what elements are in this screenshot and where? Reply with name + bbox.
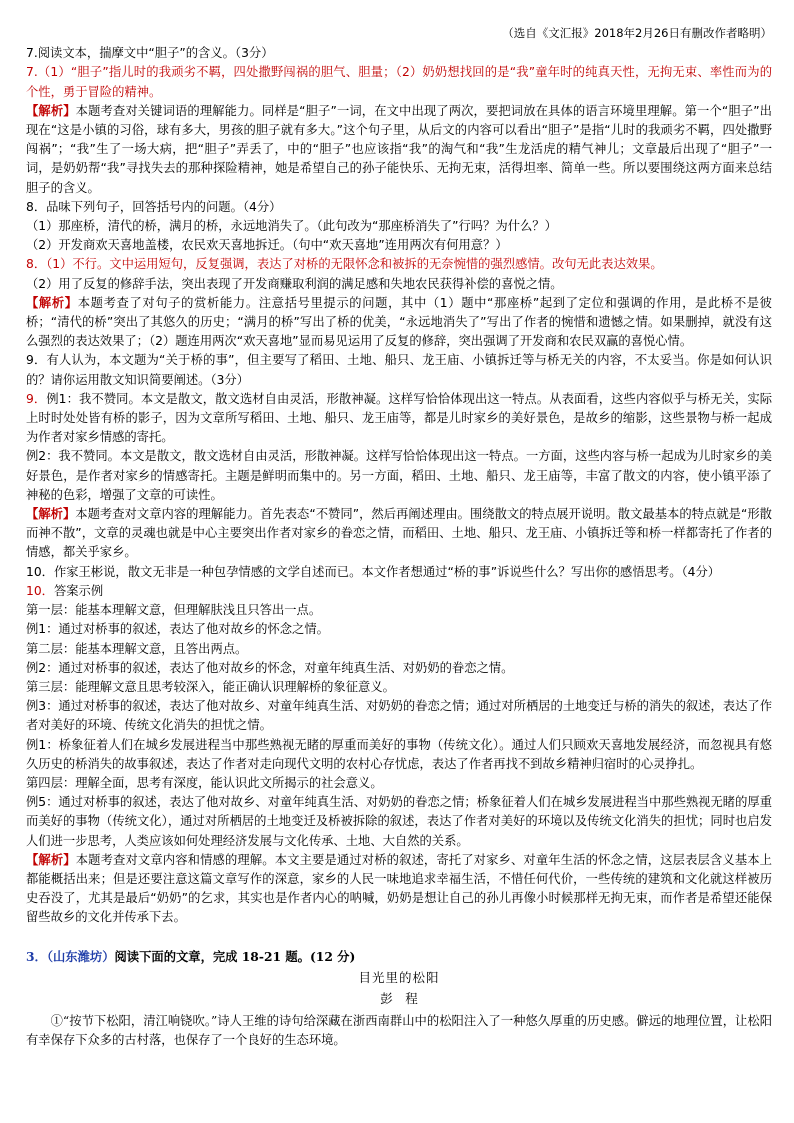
text-paragraph: 9．有人认为，本文题为“关于桥的事”，但主要写了稻田、土地、船只、龙王庙、小镇拆迁等与桥无关的内容，不太妥当。你是如何认识的？请你运用散文知识简要阐述。（3分） xyxy=(26,353,772,387)
document-page xyxy=(26,24,772,1051)
text-paragraph: 例1：桥象征着人们在城乡发展进程当中那些熟视无睹的厚重而美好的事物（传统文化）。通过人们只顾欢天喜地发展经济，而忽视具有悠久历史的桥消失的故事叙述，表达了作者对走向现代文明的农村心存忧虑，表达了作者再找不到故乡精神归宿时的心灵挣扎。 xyxy=(26,737,772,771)
text-paragraph: （2）开发商欢天喜地盖楼，农民欢天喜地拆迁。（句中“欢天喜地”连用两次有何用意？） xyxy=(26,238,508,253)
question-prompt: 阅读下面的文章，完成 18-21 题。(12 分) xyxy=(114,948,356,964)
question-source: （山东潍坊） xyxy=(46,948,115,964)
text-paragraph: 例1：通过对桥事的叙述，表达了他对故乡的怀念之情。 xyxy=(26,622,329,637)
article-author: 彭 程 xyxy=(380,990,418,1006)
text-paragraph: 8．品味下列句子，回答括号内的问题。（4分） xyxy=(26,199,282,214)
analysis-paragraph: 【解析】本题考查对关键词语的理解能力。同样是“胆子”一词，在文中出现了两次，要把词放在具体的语言环境里理解。第一个“胆子”出现在“这是小镇的习俗，球有多大，男孩的胆子就有多大。”这个句子里，从后文的内容可以看出“胆子”是指“儿时的我顽劣不羁，四处撒野闯祸”；“我”生了一场大病，把“胆子”弄丢了，中的“胆子”也应该指“我”的淘气和“我”生龙活虎的精气神儿；文章最后出现了“胆子”一词，是奶奶帮“我”寻找失去的那种探险精神，她是希望自己的孙子能快乐、无拘无束，活得坦率、简单一些。所以要围绕这两方面来总结胆子的含义。 xyxy=(26,103,772,195)
question-number: 3． xyxy=(26,948,47,964)
text-paragraph: 例2：通过对桥事的叙述，表达了他对故乡的怀念，对童年纯真生活、对奶奶的眷恋之情。 xyxy=(26,660,514,675)
analysis-tag: 【解析】 xyxy=(26,295,78,310)
analysis-paragraph: 【解析】本题考查了对句子的赏析能力。注意括号里提示的问题，其中（1）题中“那座桥”起到了定位和强调的作用，是此桥不是彼桥；“清代的桥”突出了其悠久的历史；“满月的桥”写出了桥的优美，“永远地消失了”写出了作者的惋惜和遗憾之情。如果删掉，就没有这么强烈的表达效果了；（2）题连用两次“欢天喜地”显而易见运用了反复的修辞，突出强调了开发商和农民双赢的喜悦心情。 xyxy=(26,295,772,349)
question-3-heading xyxy=(26,947,772,966)
article-title: 目光里的松阳 xyxy=(358,969,440,985)
text-paragraph: 8．（1）不行。文中运用短句，反复强调，表达了对桥的无限怀念和被拆的无奈惋惜的强烈感情。改句无此表达效果。 xyxy=(26,257,663,272)
text-paragraph: 7.阅读文本，揣摩文中“胆子”的含义。（3分） xyxy=(26,46,274,61)
text-paragraph: 第一层：能基本理解文意，但理解肤浅且只答出一点。 xyxy=(26,603,322,618)
answer-body xyxy=(26,44,772,927)
text-paragraph: （2）用了反复的修辞手法，突出表现了开发商赚取利润的满足感和失地农民获得补偿的喜悦之情。 xyxy=(26,276,563,291)
analysis-paragraph: 【解析】本题考查对文章内容和情感的理解。本文主要是通过对桥的叙述，寄托了对家乡、对童年生活的怀念之情，这层表层含义基本上都能概括出来；但是还要注意这篇文章写作的深意，家乡的人民一味地追求幸福生活，不惜任何代价，一些传统的建筑和文化就这样被历史吞没了，尤其是最后“奶奶”的乞求，其实也是作者内心的呐喊，奶奶是想让自己的孙儿再像小时候那样无拘无束，而作者是希望还能保留些故乡的文化并传承下去。 xyxy=(26,852,772,925)
text-paragraph: 例2：我不赞同。本文是散文，散文选材自由灵活，形散神凝。这样写恰恰体现出这一特点。一方面，这些内容与桥一起成为儿时家乡的美好景色，是作者对家乡的情感寄托。主题是鲜明而集中的。另一方面，稻田、土地、船只、龙王庙等，丰富了散文的内容，使小镇平添了神秘的色彩，增强了文章的可读性。 xyxy=(26,449,772,502)
text-paragraph: 10．答案示例 xyxy=(26,583,104,598)
analysis-paragraph: 【解析】本题考查对文章内容的理解能力。首先表态“不赞同”，然后再阐述理由。围绕散文的特点展开说明。散文最基本的特点就是“形散而神不散”，文章的灵魂也就是中心主要突出作者对家乡的眷恋之情，而稻田、土地、船只、龙王庙、小镇拆迁等和桥一样都寄托了作者的情感，都关乎家乡。 xyxy=(26,507,772,560)
text-paragraph: 第四层：理解全面，思考有深度，能认识此文所揭示的社会意义。 xyxy=(26,775,383,790)
text-paragraph: 9．例1：我不赞同。本文是散文，散文选材自由灵活，形散神凝。这样写恰恰体现出这一特点。从表面看，这些内容似乎与桥无关，实际上时时处处皆有桥的影子，因为文章所写稻田、土地、船只、龙王庙等，都是儿时家乡的美好景色，是故乡的缩影，这些景物与桥一起成为作者对家乡情感的寄托。 xyxy=(26,391,773,445)
text-paragraph: （1）那座桥，清代的桥，满月的桥，永远地消失了。（此句改为“那座桥消失了”行吗？为什么？） xyxy=(26,219,557,234)
analysis-tag: 【解析】 xyxy=(26,507,76,522)
text-paragraph: 10．作家王彬说，散文无非是一种包孕情感的文学自述而已。本文作者想通过“桥的事”诉说些什么？写出你的感悟思考。（4分） xyxy=(26,564,721,579)
analysis-tag: 【解析】 xyxy=(26,852,76,867)
text-paragraph: 第二层：能基本理解文意，且答出两点。 xyxy=(26,641,248,656)
source-note: （选自《文汇报》2018年2月26日有删改作者略明） xyxy=(502,26,772,40)
analysis-tag: 【解析】 xyxy=(26,103,76,118)
article-paragraph-1: ①“按节下松阳，清江响铙吹。”诗人王维的诗句给深藏在浙西南群山中的松阳注入了一种悠久厚重的历史感。僻远的地理位置，让松阳有幸保存下众多的古村落，也保存了一个良好的生态环境。 xyxy=(26,1014,772,1048)
text-paragraph: 第三层：能理解文意且思考较深入，能正确认识理解桥的象征意义。 xyxy=(26,679,395,694)
text-paragraph: 7.（1）“胆子”指儿时的我顽劣不羁，四处撒野闯祸的胆气、胆量；（2）奶奶想找回的是“我”童年时的纯真天性，无拘无束、率性而为的个性，勇于冒险的精神。 xyxy=(26,65,772,99)
text-paragraph: 例5：通过对桥事的叙述，表达了他对故乡、对童年纯真生活、对奶奶的眷恋之情；桥象征着人们在城乡发展进程当中那些熟视无睹的厚重而美好的事物（传统文化），通过对所栖居的土地变迁及桥被拆除的叙述，表达了作者对美好的环境以及传统文化消失的担忧；同时也启发人们进一步思考，人类应该如何处理经济发展与文化传承、土地、大自然的关系。 xyxy=(26,795,772,848)
text-paragraph: 例3：通过对桥事的叙述，表达了他对故乡、对童年纯真生活、对奶奶的眷恋之情；通过对所栖居的土地变迁与桥的消失的叙述，表达了作者对美好的环境、传统文化消失的担忧之情。 xyxy=(26,699,772,733)
